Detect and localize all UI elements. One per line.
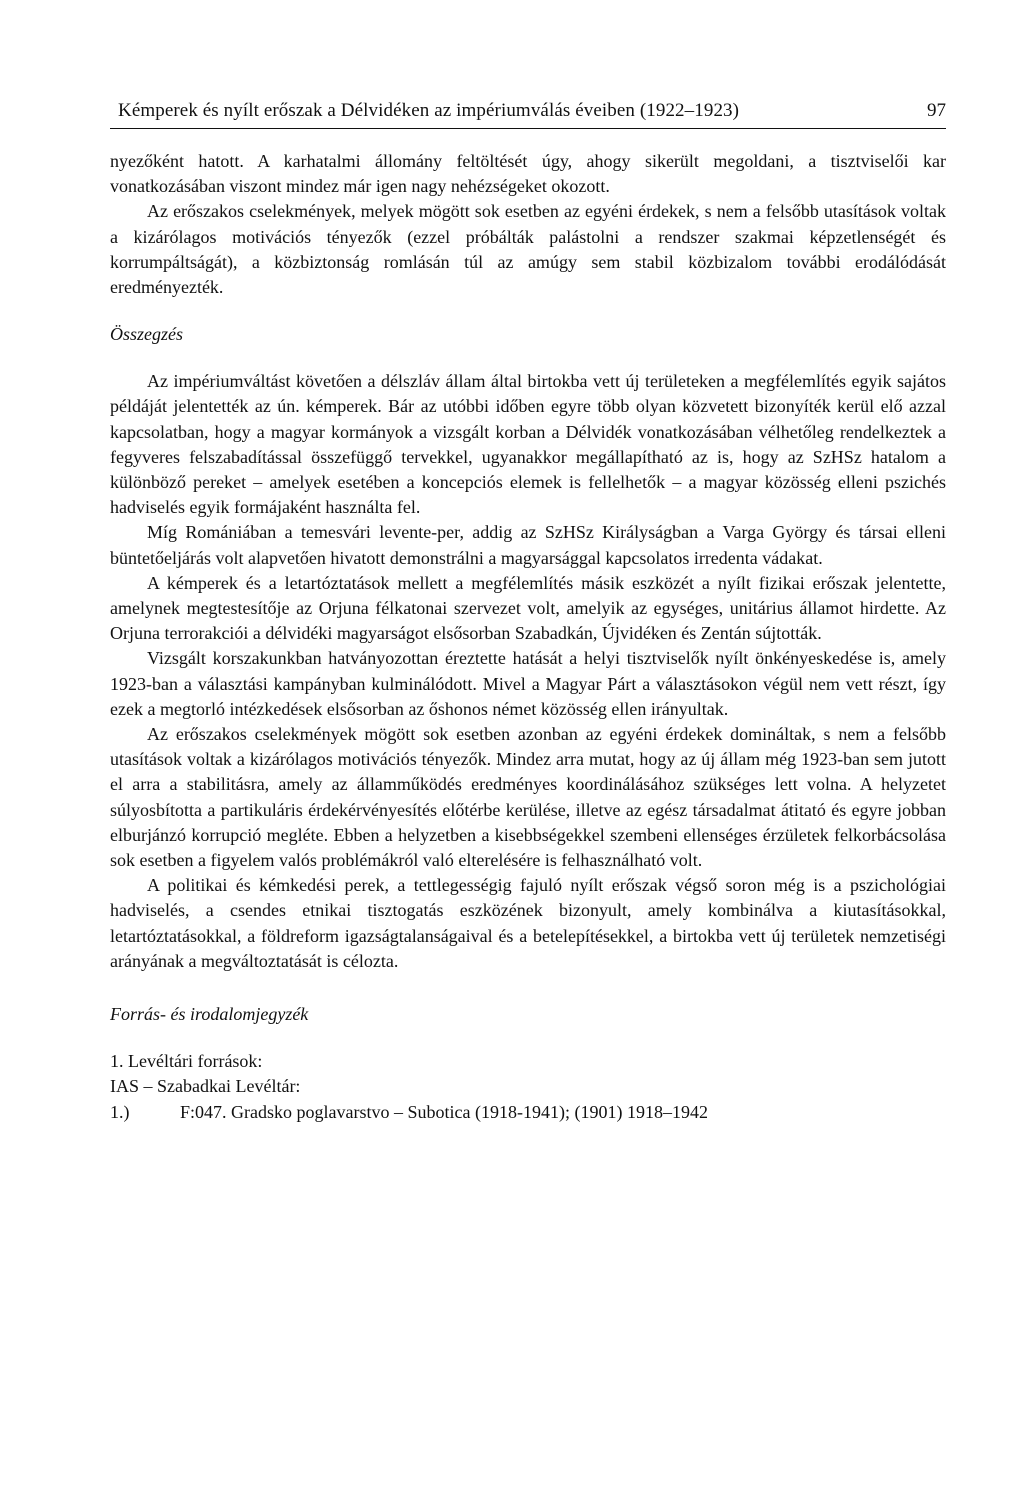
paragraph: Az erőszakos cselekmények mögött sok esetben azonban az egyéni érdekek domináltak, s nem a felsőbb utasítások voltak a kizárólagos motivációs tényezők. Mindez arra mutat, hogy az új állam még 1923-ban sem jutott el arra a stabilitásra, amely az államműködés eredményes koordinálásához szükséges lett volna. A helyzetet súlyosbította a partikuláris érdekérvényesítés előtérbe kerülése, illetve az egész társadalmat átitató és egyre jobban elburjánzó korrupció megléte. Ebben a helyzetben a kisebbségekkel szembeni ellenséges érzületek felkorbácsolása sok esetben a figyelem valós problémákról való elterelésére is felhasználható volt. (110, 724, 946, 871)
paragraph: Míg Romániában a temesvári levente-per, addig az SzHSz Királyságban a Varga György és társai elleni büntetőeljárás volt alapvetően hivatott demonstrálni a magyarsággal kapcsolatos irredenta vádakat. (110, 522, 946, 568)
section-heading-summary: Összegzés (110, 324, 184, 345)
archive-name: IAS – Szabadkai Levéltár: (110, 1076, 301, 1097)
paragraph: A kémperek és a letartóztatások mellett a megfélemlítés másik eszközét a nyílt fizikai erőszak jelentette, amelynek megtestesítője az Orjuna félkatonai szervezet volt, amelyik az egységes, unitárius államot hirdette. Az Orjuna terrorakciói a délvidéki magyarságot elsősorban Szabadkán, Újvidéken és Zentán sújtották. (110, 572, 946, 644)
references (110, 1049, 946, 1125)
reference-text: F:047. Gradsko poglavarstvo – Subotica (1918-1941); (1901) 1918–1942 (180, 1101, 708, 1122)
page (110, 100, 946, 1125)
references-subheading: 1. Levéltári források: (110, 1051, 263, 1072)
running-title: Kémperek és nyílt erőszak a Délvidéken az impériumválás éveiben (1922–1923) (118, 100, 740, 121)
paragraph: Vizsgált korszakunkban hatványozottan éreztette hatását a helyi tisztviselők nyílt önkényeskedése is, amely 1923-ban a választási kampányban kulminálódott. Mivel a Magyar Párt a választásokon végül nem vett részt, így ezek a megtorló intézkedések elsősorban az őshonos német közösség ellen irányultak. (110, 648, 946, 719)
section-heading-sources: Forrás- és irodalomjegyzék (110, 1004, 309, 1025)
reference-item (110, 1100, 946, 1125)
running-header (110, 100, 946, 129)
paragraph: A politikai és kémkedési perek, a tettlegességig fajuló nyílt erőszak végső soron még is a pszichológiai hadviselés, a csendes etnikai tisztogatás eszközének bizonyult, amely kombinálva a kiutasításokkal, letartóztatásokkal, a földreform igazságtalanságaival és a betelepítésekkel, a birtokba vett új területek nemzetiségi arányának a megváltoztatását is célozta. (110, 875, 946, 971)
paragraph: nyezőként hatott. A karhatalmi állomány feltöltését úgy, ahogy sikerült megoldani, a tisztviselői kar vonatkozásában viszont mindez már igen nagy nehézségeket okozott. (110, 151, 946, 197)
body-text (110, 149, 946, 300)
page-number: 97 (927, 100, 946, 121)
reference-number: 1.) (110, 1101, 130, 1122)
summary-text (110, 369, 946, 974)
paragraph: Az impériumváltást követően a délszláv állam által birtokba vett új területeken a megfélemlítés egyik sajátos példáját jelentették az ún. kémperek. Bár az utóbbi időben egyre több olyan közvetett bizonyíték kerül elő azzal kapcsolatban, hogy a magyar kormányok a vizsgált korban a Délvidék vonatkozásában vélhetőleg rendelkeztek a fegyveres felszabadítással összefüggő tervekkel, ugyanakkor megállapítható az is, hogy az SzHSz hatalom a különböző pereket – amelyek esetében a koncepciós elemek is fellelhetők – a magyar közösség elleni pszichés hadviselés egyik formájaként használta fel. (110, 371, 946, 518)
paragraph: Az erőszakos cselekmények, melyek mögött sok esetben az egyéni érdekek, s nem a felsőbb utasítások voltak a kizárólagos motivációs tényezők (ezzel próbálták palástolni a rendszer szakmai képzetlenségét és korrumpáltságát), a közbiztonság romlásán túl az amúgy sem stabil közbizalom további erodálódását eredményezték. (110, 201, 946, 298)
